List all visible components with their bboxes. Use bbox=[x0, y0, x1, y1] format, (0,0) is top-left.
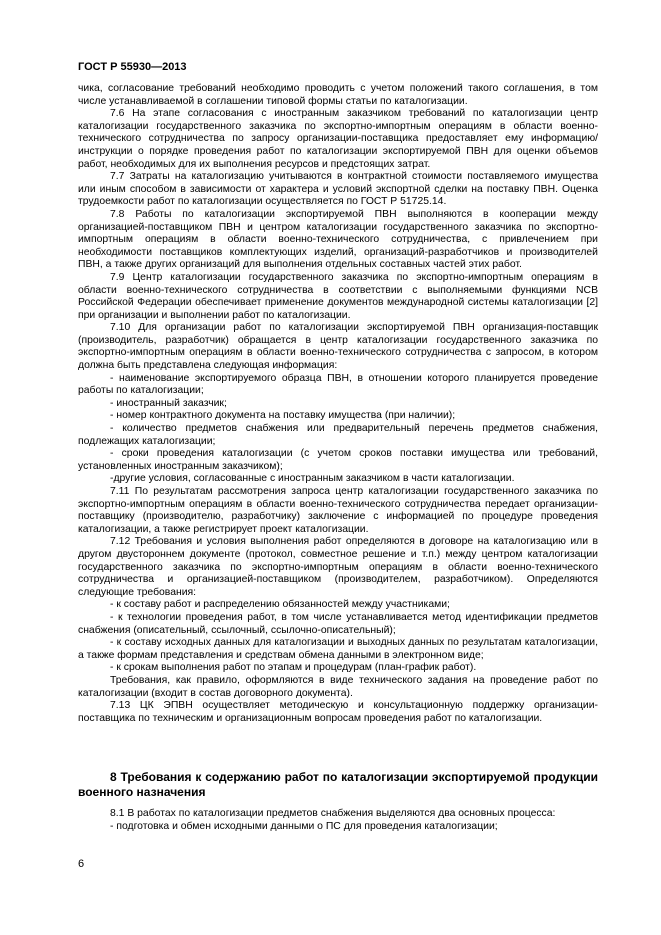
paragraph: 7.9 Центр каталогизации государственного заказчика по экспортно-импортным операциям в области военно-технического сотрудничества в соответствии с выполняемыми функциями NCB Российской Федерации обеспечивает применение документов международной системы каталогизации [2] при организации и выполнении работ по каталогизации. bbox=[78, 271, 598, 321]
paragraph: Требования, как правило, оформляются в виде технического задания на проведение работ по каталогизации (входит в состав договорного документа). bbox=[78, 674, 598, 699]
paragraph: 7.10 Для организации работ по каталогизации экспортируемой ПВН организация-поставщик (производитель, разработчик) обращается в центр каталогизации государственного заказчика по экспортно-импортным операциям в области военно-технического сотрудничества с запросом, в котором должна быть представлена следующая информация: bbox=[78, 322, 598, 372]
paragraph: - сроки проведения каталогизации (с учетом сроков поставки имущества или требований, установленных иностранным заказчиком); bbox=[78, 448, 598, 472]
section-8-text bbox=[78, 808, 598, 833]
paragraph: 7.7 Затраты на каталогизацию учитываются в контрактной стоимости поставляемого имущества или иным способом в зависимости от характера и условий экспортной сделки на поставку ПВН. Оценка трудоемкости работ по каталогизации осуществляется по ГОСТ Р 51725.14. bbox=[78, 171, 598, 208]
document-header: ГОСТ Р 55930—2013 bbox=[78, 61, 187, 73]
paragraph: - к срокам выполнения работ по этапам и процедурам (план-график работ). bbox=[110, 662, 477, 674]
paragraph: 7.6 На этапе согласования с иностранным заказчиком требований по каталогизации центр каталогизации государственного заказчика по экспортно-импортным операциям в области военно-технического сотрудничества по запросу организации-поставщика предоставляет ему информацию/инструкции о порядке проведения работ по каталогизации экспортируемой ПВН для оценки объемов работ, необходимых для их выполнения ресурсов и предстоящих затрат. bbox=[78, 108, 598, 170]
paragraph: - номер контрактного документа на поставку имущества (при наличии); bbox=[110, 410, 456, 422]
paragraph: 8.1 В работах по каталогизации предметов снабжения выделяются два основных процесса: bbox=[110, 808, 556, 819]
paragraph: - наименование экспортируемого образца ПВН, в отношении которого планируется проведение работы по каталогизации; bbox=[78, 372, 598, 397]
paragraph: 7.11 По результатам рассмотрения запроса центр каталогизации государственного заказчика по экспортно-импортным операциям в области военно-технического сотрудничества передает организации-поставщику (производителю, разработчику) заключение с информацией по процедуре проведения каталогизации, а также регистрирует проект каталогизации. bbox=[78, 486, 598, 535]
paragraph: 7.8 Работы по каталогизации экспортируемой ПВН выполняются в кооперации между организацией-поставщиком ПВН и центром каталогизации государственного заказчика по экспортно-импортным операциям в области военно-технического сотрудничества, с привлечением при необходимости поставщиков комплектующих изделий, организаций-разработчиков и производителей ПВН, а также других организаций для выполнения отдельных составных частей этих работ. bbox=[78, 208, 598, 271]
paragraph: - к составу исходных данных для каталогизации и выходных данных по результатам каталогизации, а также формам представления и средствам обмена данными в электронном виде; bbox=[78, 637, 598, 661]
paragraph: - к технологии проведения работ, в том числе устанавливается метод идентификации предметов снабжения (описательный, ссылочный, ссылочно-описательный); bbox=[78, 611, 598, 636]
paragraph: 7.12 Требования и условия выполнения работ определяются в договоре на каталогизацию или в другом двустороннем документе (протокол, совместное решение и т.п.) между центром каталогизации государственного заказчика по экспортно-импортным операциям в области военно-технического сотрудничества и организацией-поставщиком (производителем, разработчиком). Определяются следующие требования: bbox=[78, 536, 598, 598]
body-text bbox=[78, 83, 598, 725]
paragraph: -другие условия, согласованные с иностранным заказчиком в части каталогизации. bbox=[110, 473, 515, 485]
paragraph: - иностранный заказчик; bbox=[110, 397, 227, 409]
paragraph: - подготовка и обмен исходными данными о ПС для проведения каталогизации; bbox=[110, 820, 498, 832]
paragraph: - к составу работ и распределению обязанностей между участниками; bbox=[110, 599, 450, 611]
page-number: 6 bbox=[78, 858, 85, 870]
paragraph: 7.13 ЦК ЭПВН осуществляет методическую и консультационную поддержку организации-поставщика по техническим и организационным вопросам проведения работ по каталогизации. bbox=[78, 700, 598, 724]
paragraph: - количество предметов снабжения или предварительный перечень предметов снабжения, подлежащих каталогизации; bbox=[78, 423, 598, 447]
section-8-title: 8 Требования к содержанию работ по каталогизации экспортируемой продукции военного назначения bbox=[78, 770, 598, 799]
paragraph: чика, согласование требований необходимо проводить с учетом положений такого соглашения, в том числе устанавливаемой в соглашении типовой формы статьи по каталогизации. bbox=[78, 83, 598, 107]
